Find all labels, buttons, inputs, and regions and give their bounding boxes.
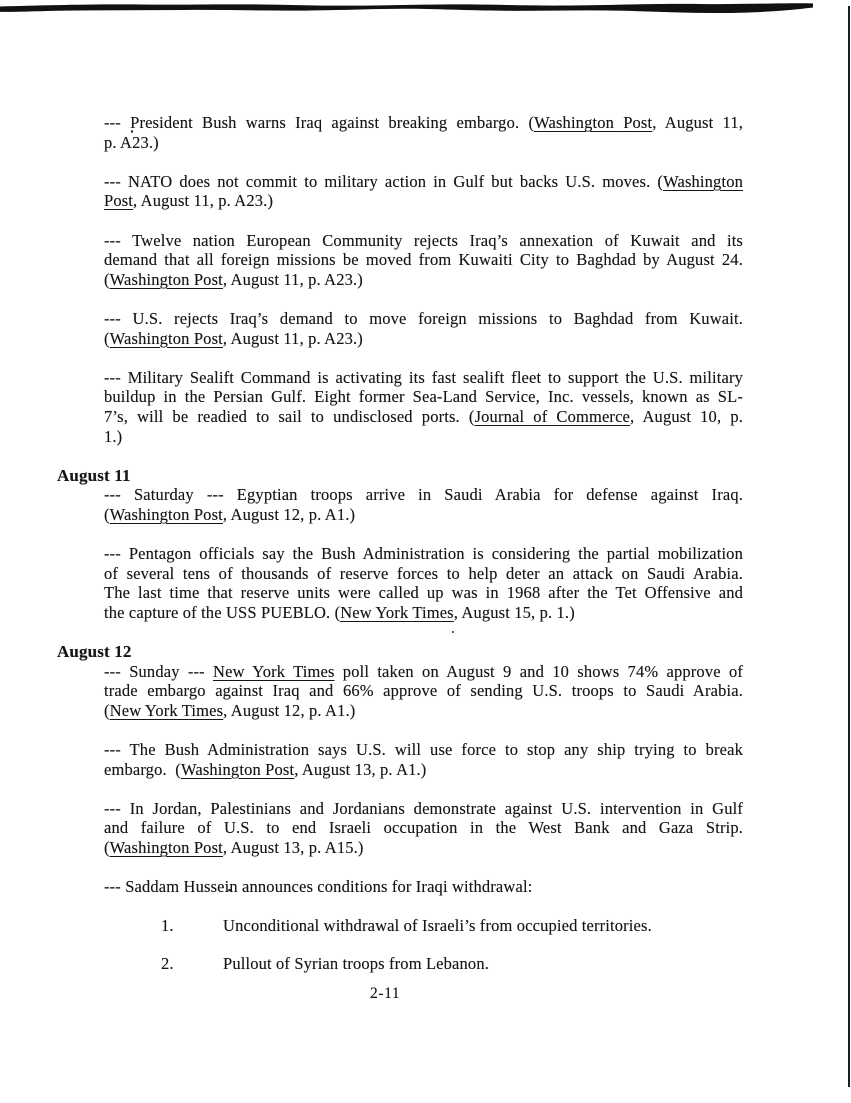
citation-source: New York Times [340, 602, 454, 622]
text-line [104, 740, 743, 760]
text-segment: trade embargo against Iraq and 66% approve of sending U.S. troops to Saudi Arabia. [104, 681, 743, 701]
list-item [161, 954, 743, 974]
text-line [104, 133, 743, 153]
text-line [104, 701, 743, 721]
text-segment: p. A23.) [104, 132, 159, 152]
text-segment: , August 13, p. A1.) [294, 759, 427, 779]
paragraph [104, 172, 743, 211]
text-line [104, 662, 743, 682]
text-line [104, 368, 743, 388]
text-segment: ( [104, 700, 110, 720]
text-segment: 7’s, will be readied to sail to undisclosed ports. ( [104, 406, 475, 426]
text-line [104, 603, 743, 623]
citation-source: Washington Post [109, 837, 223, 857]
text-segment: ( [104, 328, 110, 348]
text-segment: embargo. ( [104, 759, 181, 779]
page-number: 2-11 [370, 985, 401, 1002]
text-segment: --- Saturday --- Egyptian troops arrive in Saudi Arabia for defense against Iraq. [104, 485, 743, 505]
text-line [104, 270, 743, 290]
text-line [104, 544, 743, 564]
document-body [57, 113, 743, 974]
text-segment: demand that all foreign missions be moved from Kuwaiti City to Baghdad by August 24. [104, 250, 743, 270]
text-segment: , August 10, p. [630, 406, 743, 426]
paragraph [104, 544, 743, 622]
text-segment: , August 11, p. A23.) [222, 269, 363, 289]
list-item [161, 916, 743, 936]
date-heading: August 12 [57, 642, 132, 662]
scan-artifact-right-line [848, 6, 850, 1087]
paragraph [104, 877, 743, 897]
text-line [104, 564, 743, 584]
text-segment: ( [104, 269, 110, 289]
paragraph [104, 113, 743, 152]
text-line [104, 309, 743, 329]
text-segment: --- Saddam Hussein announces conditions for Iraqi withdrawal: [104, 877, 533, 897]
text-line [104, 681, 743, 701]
text-segment: --- President Bush warns Iraq against breaking embargo. ( [104, 113, 535, 132]
paragraph [104, 662, 743, 721]
text-segment: --- U.S. rejects Iraq’s demand to move foreign missions to Baghdad from Kuwait. [104, 308, 743, 328]
text-line [104, 172, 743, 192]
text-line [104, 407, 743, 427]
date-heading: August 11 [57, 465, 131, 485]
text-line [104, 838, 743, 858]
citation-source: Washington Post [534, 113, 653, 132]
text-segment: --- Sunday --- [104, 661, 214, 681]
citation-source: New York Times [109, 700, 224, 720]
text-segment: poll taken on August 9 and 10 shows 74% approve of [334, 661, 743, 681]
text-line [104, 485, 743, 505]
text-line [104, 191, 743, 211]
text-line [104, 231, 743, 251]
text-line [104, 113, 743, 133]
text-line [104, 329, 743, 349]
citation-source: Washington Post [109, 269, 223, 289]
citation-source: Washington [663, 171, 743, 191]
paragraph [104, 368, 743, 446]
list-item-text: Unconditional withdrawal of Israeli’s from occupied territories. [223, 916, 652, 936]
text-segment: , August 15, p. 1.) [453, 602, 575, 622]
text-line [104, 877, 743, 897]
list-item-number: 2. [161, 953, 174, 973]
text-segment: , August 11, [652, 113, 743, 132]
text-line [104, 387, 743, 407]
citation-source: Washington Post [109, 504, 223, 524]
citation-source: Post [104, 191, 134, 211]
citation-source: Washington Post [109, 328, 223, 348]
text-segment: , August 13, p. A15.) [222, 837, 364, 857]
text-segment: --- NATO does not commit to military action in Gulf but backs U.S. moves. ( [104, 171, 664, 191]
text-segment: and failure of U.S. to end Israeli occupation in the West Bank and Gaza Strip. [104, 818, 743, 838]
text-segment: --- The Bush Administration says U.S. will use force to stop any ship trying to break [104, 740, 743, 759]
text-line [104, 427, 743, 447]
text-segment: --- Military Sealift Command is activating its fast sealift fleet to support the U.S. military [104, 367, 743, 387]
citation-source: Journal of Commerce [474, 406, 631, 426]
text-line [104, 760, 743, 780]
text-segment: , August 11, p. A23.) [222, 328, 363, 348]
text-segment: --- In Jordan, Palestinians and Jordanians demonstrate against U.S. intervention in Gulf [104, 798, 743, 818]
list-item-number: 1. [161, 916, 174, 936]
text-segment: the capture of the USS PUEBLO. ( [104, 602, 341, 622]
text-line [104, 818, 743, 838]
text-segment: The last time that reserve units were called up was in 1968 after the Tet Offensive and [104, 583, 743, 603]
text-line [104, 505, 743, 525]
paragraph [104, 309, 743, 348]
paragraph [104, 740, 743, 779]
text-segment: , August 11, p. A23.) [133, 191, 274, 211]
text-segment: buildup in the Persian Gulf. Eight former Sea-Land Service, Inc. vessels, known as SL- [104, 387, 743, 407]
paragraph [104, 799, 743, 858]
text-segment: , August 12, p. A1.) [222, 504, 356, 524]
citation-source: New York Times [213, 661, 335, 681]
text-segment: ( [104, 504, 110, 524]
citation-source: Washington Post [180, 759, 295, 779]
scan-artifact-top-bar [0, 0, 851, 26]
text-segment: ( [104, 837, 110, 857]
text-segment: , August 12, p. A1.) [223, 700, 356, 720]
text-line [104, 799, 743, 819]
text-segment: --- Pentagon officials say the Bush Administration is considering the partial mobilization [104, 544, 743, 564]
text-line [104, 583, 743, 603]
paragraph [104, 231, 743, 290]
text-segment: of several tens of thousands of reserve forces to help deter an attack on Saudi Arabia. [104, 563, 743, 583]
text-segment: 1.) [104, 426, 123, 446]
text-line [104, 250, 743, 270]
text-segment: --- Twelve nation European Community rejects Iraq’s annexation of Kuwait and its [104, 230, 743, 250]
paragraph [104, 485, 743, 524]
list-item-text: Pullout of Syrian troops from Lebanon. [223, 953, 490, 973]
